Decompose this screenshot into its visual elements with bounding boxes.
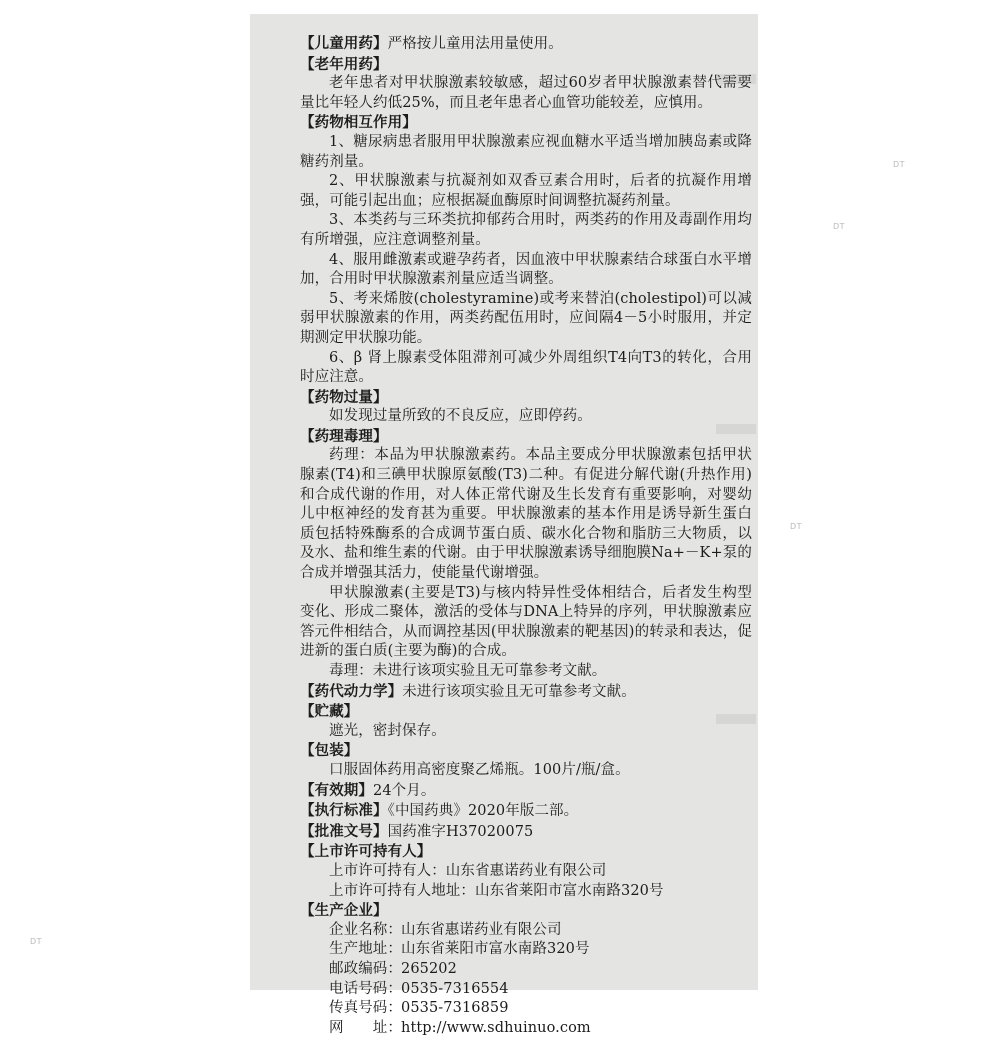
row-value: 265202 [401,960,457,977]
section-label: 【批准文号】 [300,822,388,840]
manufacturer-row-address [300,940,752,960]
row-label: 生产地址： [329,941,402,958]
section-label: 【老年用药】 [300,55,388,73]
section-label: 【贮藏】 [300,703,359,721]
section-holder-heading [300,842,752,862]
section-pharmacology-heading [300,427,752,447]
section-label: 【儿童用药】 [300,35,388,52]
elderly-paragraph: 老年患者对甲状腺激素较敏感，超过60岁者甲状腺激素替代需要量比年轻人约低25%，而且老年患者心血管功能较差，应慎用。 [300,75,752,111]
section-validity [300,781,752,802]
pharmacology-paragraph-2: 甲状腺激素(主要是T3)与核内特异性受体相结合，后者发生构型变化、形成二聚体，激活的受体与DNA上特异的序列，甲状腺激素应答元件相结合，从而调控基因(甲状腺激素的靶基因)的转录和表达，促进新的蛋白质(主要为酶)的合成。 [300,584,752,660]
package-paragraph: 口服固体药用高密度聚乙烯瓶。100片/瓶/盒。 [329,761,630,778]
section-interactions-heading [300,113,752,133]
section-approval [300,822,752,843]
watermark: DT [893,160,906,169]
section-manufacturer-heading [300,901,752,921]
section-label: 【药物过量】 [300,388,388,406]
section-label: 【包装】 [300,742,359,760]
row-label: 网 址： [329,1019,402,1036]
watermark: DT [790,522,803,531]
section-inline-text: 《中国药典》2020年版二部。 [387,803,579,820]
section-pharmacokinetics [300,682,752,703]
overdose-paragraph: 如发现过量所致的不良反应，应即停药。 [329,408,592,425]
section-inline-text: 严格按儿童用法用量使用。 [387,36,563,52]
row-value: 山东省惠诺药业有限公司 [401,921,562,938]
section-label: 【药物相互作用】 [300,114,417,132]
row-value: http://www.sdhuinuo.com [401,1019,591,1036]
manufacturer-row-postcode [300,960,752,980]
section-label: 【有效期】 [300,781,373,799]
interaction-item-5: 5、考来烯胺(cholestyramine)或考来替泊(cholestipol)可以减弱甲状腺激素的作用，两类药配伍用时，应间隔4－5小时服用，并定期测定甲状腺功能。 [300,290,752,346]
insert-text [300,34,752,1038]
manufacturer-row-phone [300,980,752,1000]
row-label: 邮政编码： [329,960,402,977]
section-inline-text: 未进行该项实验且无可靠参考文献。 [402,683,636,700]
toxicology-paragraph: 毒理：未进行该项实验且无可靠参考文献。 [329,663,607,679]
section-label: 【上市许可持有人】 [300,843,432,861]
section-label: 【药代动力学】 [300,682,403,700]
manufacturer-row-fax [300,999,752,1019]
section-overdose-heading [300,388,752,408]
section-label: 【生产企业】 [300,902,388,920]
section-label: 【执行标准】 [300,802,388,820]
holder-address-line: 上市许可持有人地址：山东省莱阳市富水南路320号 [329,882,664,899]
holder-name-line: 上市许可持有人：山东省惠诺药业有限公司 [329,862,607,879]
row-label: 传真号码： [329,1000,402,1017]
section-standard [300,801,752,822]
section-inline-text: 24个月。 [373,782,436,799]
interaction-item-4: 4、服用雌激素或避孕药者，因血液中甲状腺素结合球蛋白水平增加，合用时甲状腺激素剂量应适当调整。 [300,251,752,288]
watermark: DT [30,937,43,946]
watermark: DT [833,222,846,231]
row-label: 电话号码： [329,980,402,997]
row-value: 0535-7316859 [401,1000,509,1017]
section-elderly-heading [300,55,752,75]
manufacturer-row-website [300,1019,752,1038]
interaction-item-1: 1、糖尿病患者服用甲状腺激素应视血糖水平适当增加胰岛素或降糖药剂量。 [300,133,752,170]
section-children [300,34,752,55]
package-insert [250,14,758,1036]
manufacturer-row-company [300,921,752,941]
interaction-item-2: 2、甲状腺激素与抗凝剂如双香豆素合用时，后者的抗凝作用增强，可能引起出血；应根据凝血酶原时间调整抗凝药剂量。 [300,173,752,209]
interaction-item-6: 6、β 肾上腺素受体阻滞剂可减少外周组织T4向T3的转化，合用时应注意。 [300,349,752,386]
interaction-item-3: 3、本类药与三环类抗抑郁药合用时，两类药的作用及毒副作用均有所增强，应注意调整剂量。 [300,212,752,248]
row-value: 0535-7316554 [401,980,509,997]
pharmacology-paragraph-1: 药理：本品为甲状腺激素药。本品主要成分甲状腺激素包括甲状腺素(T4)和三碘甲状腺原氨酸(T3)二种。有促进分解代谢(升热作用)和合成代谢的作用，对人体正常代谢及生长发育有重要影响，对婴幼儿中枢神经的发育甚为重要。甲状腺激素的基本作用是诱导新生蛋白质包括特殊酶系的合成调节蛋白质、碳水化合物和脂肪三大物质，以及水、盐和维生素的代谢。由于甲状腺激素诱导细胞膜Na+－K+泵的合成并增强其活力，使能量代谢增强。 [300,447,752,582]
section-storage-heading [300,702,752,722]
section-label: 【药理毒理】 [300,427,388,445]
row-label: 企业名称： [329,921,402,938]
row-value: 山东省莱阳市富水南路320号 [401,941,590,958]
section-inline-text: 国药准字H37020075 [387,823,534,840]
section-package-heading [300,741,752,761]
storage-paragraph: 遮光，密封保存。 [329,722,446,739]
